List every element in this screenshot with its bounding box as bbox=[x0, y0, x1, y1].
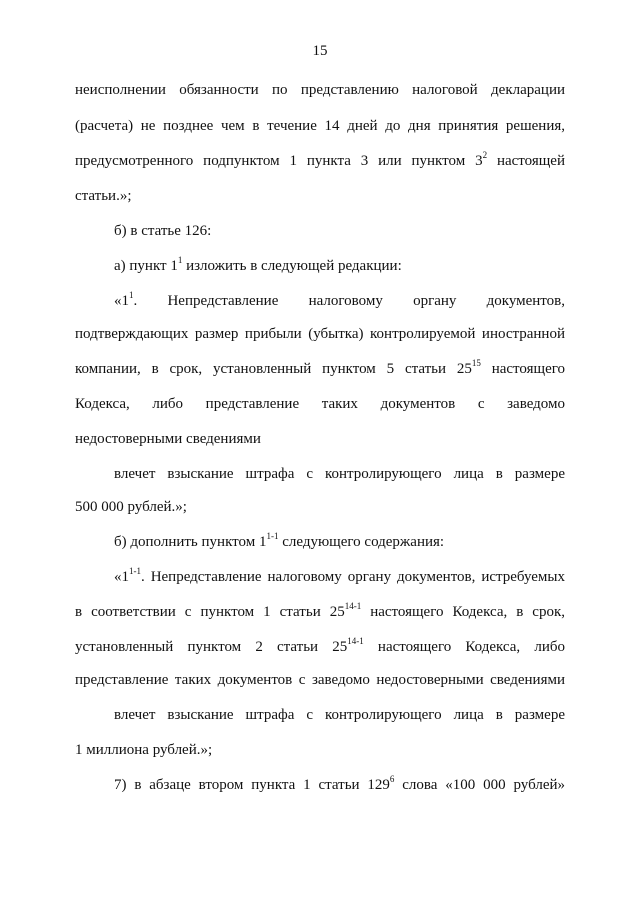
text-line bbox=[114, 292, 565, 310]
line-text: неисполнении обязанности по представлению налоговой декларации bbox=[75, 82, 565, 98]
text-line bbox=[75, 395, 565, 413]
superscript-index: 6 bbox=[389, 774, 395, 784]
text-line bbox=[114, 568, 565, 586]
line-text-after: настоящей bbox=[487, 153, 565, 169]
superscript-index: 1 bbox=[177, 255, 183, 265]
text-line bbox=[75, 81, 565, 99]
superscript-index: 1-1 bbox=[266, 531, 279, 541]
superscript-index: 1-1 bbox=[129, 566, 141, 576]
line-text: Кодекса, либо представление таких документов с заведомо bbox=[75, 396, 565, 412]
line-text-before: 7) в абзаце втором пункта 1 статьи 129 bbox=[114, 777, 390, 793]
line-text: подтверждающих размер прибыли (убытка) контролируемой иностранной bbox=[75, 326, 565, 342]
text-line bbox=[75, 430, 261, 448]
superscript-index: 14-1 bbox=[347, 636, 364, 646]
line-text-after: настоящего Кодекса, в срок, bbox=[361, 604, 565, 620]
line-text-before: «1 bbox=[114, 293, 129, 309]
line-text-after: следующего содержания: bbox=[278, 534, 445, 550]
line-text: 500 000 рублей.»; bbox=[75, 499, 187, 515]
line-text: 1 миллиона рублей.»; bbox=[75, 742, 213, 758]
page-number: 15 bbox=[312, 43, 328, 59]
line-text: представление таких документов с заведомо недостоверными сведениями bbox=[75, 672, 565, 688]
line-text-after: . Непредставление налоговому органу документов, истребуемых bbox=[141, 569, 565, 585]
text-line bbox=[75, 498, 187, 516]
line-text-after: слова «100 000 рублей» bbox=[394, 777, 565, 793]
text-line bbox=[114, 257, 402, 275]
superscript-index: 14-1 bbox=[344, 601, 362, 611]
superscript-index: 2 bbox=[482, 150, 488, 160]
line-text: б) в статье 126: bbox=[114, 223, 212, 239]
line-text-before: компании, в срок, установленный пунктом 5 статьи 25 bbox=[75, 361, 472, 377]
line-text-after: изложить в следующей редакции: bbox=[182, 258, 402, 274]
line-text-before: а) пункт 1 bbox=[114, 258, 178, 274]
text-line bbox=[75, 741, 212, 759]
line-text-before: предусмотренного подпунктом 1 пункта 3 или пунктом 3 bbox=[75, 153, 483, 169]
line-text-before: в соответствии с пунктом 1 статьи 25 bbox=[75, 604, 345, 620]
text-line bbox=[114, 533, 444, 551]
text-line bbox=[75, 671, 565, 689]
line-text: влечет взыскание штрафа с контролирующего лица в размере bbox=[114, 466, 565, 482]
line-text-before: установленный пунктом 2 статьи 25 bbox=[75, 639, 348, 655]
line-text: статьи.»; bbox=[75, 188, 132, 204]
text-line bbox=[114, 465, 565, 483]
line-text-after: . Непредставление налоговому органу документов, bbox=[133, 293, 565, 309]
text-line bbox=[75, 325, 565, 343]
line-text-before: б) дополнить пунктом 1 bbox=[114, 534, 267, 550]
superscript-index: 15 bbox=[471, 358, 481, 368]
text-line bbox=[75, 187, 132, 205]
text-line bbox=[114, 706, 565, 724]
text-line bbox=[75, 152, 565, 170]
line-text-after: настоящего bbox=[480, 361, 565, 377]
text-line bbox=[114, 776, 565, 794]
line-text: влечет взыскание штрафа с контролирующего лица в размере bbox=[114, 707, 565, 723]
text-line bbox=[114, 222, 211, 240]
line-text: недостоверными сведениями bbox=[75, 431, 261, 447]
text-line bbox=[75, 360, 565, 378]
text-line bbox=[75, 117, 565, 135]
text-line bbox=[75, 638, 565, 656]
line-text-before: «1 bbox=[114, 569, 129, 585]
text-line bbox=[75, 603, 565, 621]
superscript-index: 1 bbox=[129, 290, 134, 300]
line-text-after: настоящего Кодекса, либо bbox=[363, 639, 565, 655]
line-text: (расчета) не позднее чем в течение 14 дней до дня принятия решения, bbox=[75, 118, 565, 134]
